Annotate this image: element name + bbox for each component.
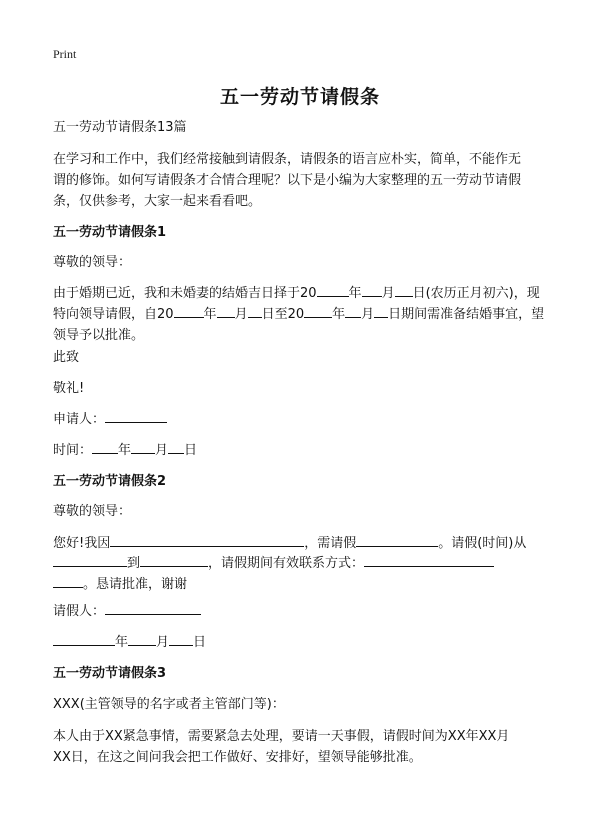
page-title: 五一劳动节请假条 (219, 86, 380, 108)
section1-time: 时间： 年 月 日 (53, 440, 197, 461)
section2-line3: 。恳请批准，谢谢 (53, 574, 187, 595)
section1-heading: 五一劳动节请假条1 (53, 225, 167, 240)
section1-line3: 领导予以批准。 (53, 328, 145, 343)
intro-line-2: 谓的修饰。如何写请假条才合情合理呢？以下是小编为大家整理的五一劳动节请假 (53, 173, 522, 188)
section3-body-line-2: XX日，在这之间问我会把工作做好、安排好，望领导能够批准。 (53, 750, 422, 765)
section1-jingli: 敬礼! (53, 381, 85, 396)
section2-date: 年 月 日 (53, 632, 206, 653)
subtitle: 五一劳动节请假条13篇 (53, 120, 187, 135)
print-link[interactable]: Print (53, 47, 77, 61)
section1-line1: 由于婚期已近，我和未婚妻的结婚吉日择于20 年 月 日(农历正月初六)，现 (53, 283, 540, 304)
section2-line2: 到 ，请假期间有效联系方式： (53, 553, 494, 574)
section2-greeting: 尊敬的领导： (53, 504, 132, 519)
section3-addressee: XXX(主管领导的名字或者主管部门等)： (53, 697, 285, 712)
section3-body-line-1: 本人由于XX紧急事情，需要紧急去处理，要请一天事假，请假时间为XX年XX月 (53, 729, 510, 744)
section2-applicant: 请假人： (53, 601, 201, 622)
section1-line2: 特向领导请假，自20 年 月 日至20 年 月 日期间需准备结婚事宜，望 (53, 304, 544, 325)
section3-heading: 五一劳动节请假条3 (53, 666, 167, 681)
section1-applicant: 申请人： (53, 409, 167, 430)
intro-line-3: 条，仅供参考，大家一起来看看吧。 (53, 194, 262, 209)
section2-heading: 五一劳动节请假条2 (53, 474, 167, 489)
section2-line1: 您好!我因 ，需请假 。请假(时间)从 (53, 533, 526, 554)
section1-cizhi: 此致 (53, 350, 80, 365)
intro-line-1: 在学习和工作中，我们经常接触到请假条，请假条的语言应朴实，简单，不能作无 (53, 152, 522, 167)
section1-greeting: 尊敬的领导： (53, 255, 132, 270)
